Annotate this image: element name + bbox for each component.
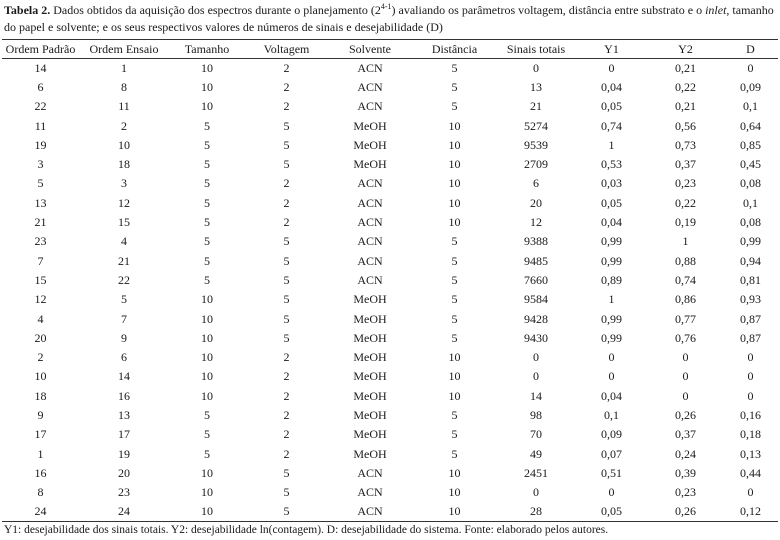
table-cell: 0 bbox=[608, 369, 615, 384]
table-cell: 10 bbox=[201, 311, 213, 326]
table-cell: 0 bbox=[533, 60, 539, 75]
table-cell: 10 bbox=[201, 79, 213, 94]
table-cell: 0 bbox=[608, 350, 615, 365]
table-cell: 0,23 bbox=[675, 485, 696, 500]
table-cell: 5 bbox=[451, 330, 458, 345]
table-cell: 0,22 bbox=[675, 195, 696, 210]
table-row bbox=[2, 444, 778, 463]
table-cell: 4 bbox=[121, 234, 127, 249]
table-cell: 0,22 bbox=[675, 79, 696, 94]
table-cell: 5 bbox=[451, 311, 458, 326]
table-row bbox=[2, 251, 778, 270]
table-cell: 5 bbox=[283, 272, 290, 287]
table-cell: 10 bbox=[201, 99, 213, 114]
table-cell: 5 bbox=[283, 234, 290, 249]
table-cell: 0 bbox=[747, 60, 754, 75]
table-cell: 0,23 bbox=[675, 176, 696, 191]
table-cell: 2 bbox=[283, 407, 290, 422]
table-cell: 0,51 bbox=[601, 465, 622, 480]
table-cell: 10 bbox=[201, 350, 213, 365]
table-cell: 7660 bbox=[524, 272, 548, 287]
table-cell: 4 bbox=[37, 311, 44, 326]
table-cell: 98 bbox=[530, 407, 542, 422]
table-cell: 0,87 bbox=[740, 330, 761, 345]
table-row bbox=[2, 483, 778, 502]
table-cell: 22 bbox=[118, 272, 130, 287]
table-cell: 0,21 bbox=[675, 99, 696, 114]
table-cell: 0,94 bbox=[740, 253, 761, 268]
table-cell: ACN bbox=[357, 60, 383, 75]
column-header: Solvente bbox=[328, 40, 412, 59]
table-cell: 0,56 bbox=[675, 118, 696, 133]
table-cell: 10 bbox=[412, 502, 497, 521]
table-cell: 10 bbox=[34, 369, 47, 384]
table-cell: MeOH bbox=[353, 311, 387, 326]
table-cell: 21 bbox=[118, 253, 130, 268]
table-cell: 16 bbox=[34, 465, 47, 480]
table-cell: 5 bbox=[283, 137, 290, 152]
table-cell: 0,19 bbox=[675, 215, 696, 230]
table-cell: 0,93 bbox=[740, 292, 761, 307]
table-cell: 0 bbox=[533, 369, 539, 384]
table-cell: 0,44 bbox=[740, 465, 761, 480]
table-cell: ACN bbox=[357, 79, 383, 94]
caption-text-middle: ) avaliando os parâmetros voltagem, distância entre substrato e o bbox=[391, 3, 706, 17]
table-cell: 3 bbox=[37, 157, 44, 172]
table-cell: 5 bbox=[283, 253, 290, 268]
table-cell: 5 bbox=[245, 502, 328, 521]
table-cell: 0,86 bbox=[675, 292, 696, 307]
table-cell: 0,18 bbox=[740, 427, 761, 442]
table-cell: 5 bbox=[283, 118, 290, 133]
table-cell: 2 bbox=[283, 79, 290, 94]
table-cell: 10 bbox=[448, 157, 461, 172]
table-row bbox=[2, 387, 778, 406]
table-cell: ACN bbox=[357, 176, 383, 191]
table-cell: 0,77 bbox=[675, 311, 696, 326]
table-row bbox=[2, 309, 778, 328]
table-cell: 5 bbox=[283, 485, 290, 500]
table-cell: 19 bbox=[34, 137, 47, 152]
table-cell: 14 bbox=[530, 388, 542, 403]
table-cell: 5 bbox=[451, 272, 458, 287]
table-cell: 15 bbox=[34, 272, 47, 287]
header-row bbox=[2, 40, 778, 59]
column-header: D bbox=[723, 40, 778, 59]
table-row bbox=[2, 406, 778, 425]
table-cell: 10 bbox=[448, 465, 461, 480]
table-cell: 0,99 bbox=[601, 234, 622, 249]
table-cell: MeOH bbox=[353, 157, 387, 172]
table-row bbox=[2, 232, 778, 251]
table-cell: 2 bbox=[283, 427, 290, 442]
table-cell: 0 bbox=[747, 485, 754, 500]
table-cell: 20 bbox=[530, 195, 542, 210]
table-cell: 0,37 bbox=[675, 427, 696, 442]
table-cell: 5 bbox=[121, 292, 127, 307]
table-cell: 9539 bbox=[524, 137, 548, 152]
table-cell: 23 bbox=[118, 485, 130, 500]
table-cell: 0,04 bbox=[601, 215, 622, 230]
table-cell: 24 bbox=[2, 502, 79, 521]
table-cell: 12 bbox=[34, 292, 47, 307]
table-cell: 2 bbox=[121, 118, 127, 133]
table-cell: 1 bbox=[682, 234, 689, 249]
table-cell: 24 bbox=[79, 502, 169, 521]
table-row bbox=[2, 213, 778, 232]
table-cell: 2 bbox=[37, 350, 44, 365]
table-cell: 0,85 bbox=[740, 137, 761, 152]
caption-exponent: 4-1 bbox=[380, 2, 392, 11]
table-cell: 0,53 bbox=[601, 157, 622, 172]
table-cell: 10 bbox=[448, 485, 461, 500]
table-cell: 15 bbox=[118, 215, 130, 230]
table-cell: 0 bbox=[608, 485, 615, 500]
table-cell: MeOH bbox=[353, 292, 387, 307]
table-row bbox=[2, 155, 778, 174]
table-cell: 0 bbox=[533, 485, 539, 500]
table-cell: 10 bbox=[201, 388, 213, 403]
table-cell: 0,76 bbox=[675, 330, 696, 345]
table-cell: 10 bbox=[448, 215, 461, 230]
table-cell: 1 bbox=[608, 137, 615, 152]
table-cell: 5 bbox=[204, 195, 210, 210]
table-cell: 0,03 bbox=[601, 176, 622, 191]
table-cell: 0,74 bbox=[601, 118, 622, 133]
table-cell: 5 bbox=[451, 427, 458, 442]
table-cell: 12 bbox=[118, 195, 130, 210]
table-cell: MeOH bbox=[353, 446, 387, 461]
table-cell: 2 bbox=[283, 446, 290, 461]
table-cell: 9584 bbox=[524, 292, 548, 307]
table-row bbox=[2, 174, 778, 193]
table-cell: ACN bbox=[357, 272, 383, 287]
table-cell: 10 bbox=[448, 118, 461, 133]
column-header: Y2 bbox=[648, 40, 723, 59]
table-cell: 10 bbox=[201, 485, 213, 500]
table-row bbox=[2, 502, 778, 521]
table-cell: ACN bbox=[357, 465, 383, 480]
table-cell: 0,26 bbox=[675, 407, 696, 422]
table-cell: 5 bbox=[451, 253, 458, 268]
table-row bbox=[2, 97, 778, 116]
table-cell: 12 bbox=[530, 215, 542, 230]
table-cell: 5 bbox=[451, 79, 458, 94]
table-cell: 49 bbox=[530, 446, 542, 461]
table-footnote: Y1: desejabilidade dos sinais totais. Y2: desejabilidade ln(contagem). D: desejabilidade do sistema. Fonte: elaborado pelos autores. bbox=[4, 524, 609, 536]
data-table bbox=[2, 39, 778, 522]
table-cell: 0,64 bbox=[740, 118, 761, 133]
table-cell: 0,39 bbox=[675, 465, 696, 480]
table-cell: 21 bbox=[530, 99, 542, 114]
table-cell: 0,45 bbox=[740, 157, 761, 172]
table-cell: 0,37 bbox=[675, 157, 696, 172]
table-cell: 10 bbox=[201, 330, 213, 345]
table-cell: 0,87 bbox=[740, 311, 761, 326]
table-cell: 18 bbox=[118, 157, 130, 172]
table-cell: MeOH bbox=[353, 118, 387, 133]
table-cell: 0,09 bbox=[601, 427, 622, 442]
table-cell: 0,1 bbox=[743, 99, 758, 114]
table-cell: 5 bbox=[204, 157, 210, 172]
table-cell: 13 bbox=[34, 195, 47, 210]
table-row bbox=[2, 329, 778, 348]
table-cell: 19 bbox=[118, 446, 130, 461]
table-cell: 0,1 bbox=[743, 195, 758, 210]
table-cell: 0,99 bbox=[601, 253, 622, 268]
table-cell: 0,81 bbox=[740, 272, 761, 287]
table-cell: 5 bbox=[37, 176, 44, 191]
table-cell: 0 bbox=[682, 388, 689, 403]
table-row bbox=[2, 367, 778, 386]
table-cell: 5 bbox=[283, 311, 290, 326]
table-cell: 6 bbox=[121, 350, 127, 365]
table-cell: MeOH bbox=[353, 388, 387, 403]
table-cell: 0 bbox=[682, 350, 689, 365]
table-cell: 5 bbox=[204, 118, 210, 133]
table-cell: 0,05 bbox=[601, 99, 622, 114]
table-cell: 11 bbox=[34, 118, 47, 133]
table-cell: MeOH bbox=[353, 369, 387, 384]
table-cell: 0,08 bbox=[740, 215, 761, 230]
table-cell: 5 bbox=[451, 407, 458, 422]
table-cell: 0,12 bbox=[723, 502, 778, 521]
caption-text-after: , tamanho do papel e solvente; e os seus respectivos valores de números de sinais e desejabilidade (D) bbox=[4, 3, 774, 34]
table-cell: 0,24 bbox=[675, 446, 696, 461]
column-header: Ordem Ensaio bbox=[79, 40, 169, 59]
table-cell: 1 bbox=[37, 446, 44, 461]
table-cell: 5 bbox=[283, 465, 290, 480]
table-cell: 5 bbox=[283, 292, 290, 307]
table-cell: ACN bbox=[328, 502, 412, 521]
table-cell: 5 bbox=[451, 234, 458, 249]
table-cell: 5 bbox=[204, 176, 210, 191]
table-cell: 28 bbox=[497, 502, 575, 521]
table-cell: 5 bbox=[451, 292, 458, 307]
table-cell: ACN bbox=[357, 234, 383, 249]
table-cell: 6 bbox=[533, 176, 539, 191]
table-cell: 0 bbox=[682, 369, 689, 384]
table-row bbox=[2, 59, 778, 78]
table-cell: 5 bbox=[204, 215, 210, 230]
table-cell: 13 bbox=[530, 79, 542, 94]
table-cell: 0,26 bbox=[648, 502, 723, 521]
table-cell: 21 bbox=[34, 215, 47, 230]
table-cell: MeOH bbox=[353, 427, 387, 442]
table-row bbox=[2, 348, 778, 367]
table-cell: 5 bbox=[204, 253, 210, 268]
table-cell: 5 bbox=[204, 446, 210, 461]
table-cell: 1 bbox=[121, 60, 127, 75]
table-cell: 2 bbox=[283, 195, 290, 210]
table-cell: 2451 bbox=[524, 465, 548, 480]
table-cell: 9 bbox=[121, 330, 127, 345]
table-cell: 7 bbox=[121, 311, 127, 326]
table-cell: 0,16 bbox=[740, 407, 761, 422]
table-cell: 2 bbox=[283, 176, 290, 191]
table-cell: 0 bbox=[747, 350, 754, 365]
table-cell: 0,99 bbox=[740, 234, 761, 249]
table-cell: 10 bbox=[448, 195, 461, 210]
column-header: Distância bbox=[412, 40, 497, 59]
table-cell: MeOH bbox=[353, 350, 387, 365]
table-row bbox=[2, 78, 778, 97]
table-cell: ACN bbox=[357, 215, 383, 230]
table-row bbox=[2, 290, 778, 309]
table-cell: 0,21 bbox=[675, 60, 696, 75]
table-cell: 10 bbox=[448, 176, 461, 191]
table-cell: 0,1 bbox=[604, 407, 619, 422]
table-cell: 10 bbox=[201, 60, 213, 75]
table-caption bbox=[4, 2, 776, 35]
table-cell: ACN bbox=[357, 195, 383, 210]
table-cell: 5 bbox=[283, 157, 290, 172]
table-cell: 0,08 bbox=[740, 176, 761, 191]
table-cell: 2 bbox=[283, 369, 290, 384]
table-cell: 5 bbox=[204, 234, 210, 249]
table-row bbox=[2, 464, 778, 483]
table-cell: 11 bbox=[118, 99, 130, 114]
table-cell: 22 bbox=[34, 99, 47, 114]
table-cell: 0,74 bbox=[675, 272, 696, 287]
table-cell: 10 bbox=[201, 292, 213, 307]
column-header: Voltagem bbox=[245, 40, 328, 59]
table-cell: 10 bbox=[201, 465, 213, 480]
table-cell: 17 bbox=[34, 427, 47, 442]
table-cell: 0,88 bbox=[675, 253, 696, 268]
table-cell: 9388 bbox=[524, 234, 548, 249]
table-cell: 9 bbox=[37, 407, 44, 422]
table-cell: 10 bbox=[448, 137, 461, 152]
table-cell: 5 bbox=[204, 272, 210, 287]
table-cell: MeOH bbox=[353, 330, 387, 345]
table-cell: 9485 bbox=[524, 253, 548, 268]
table-cell: ACN bbox=[357, 485, 383, 500]
column-header: Tamanho bbox=[169, 40, 245, 59]
caption-label: Tabela 2. bbox=[4, 3, 51, 17]
table-cell: 0,04 bbox=[601, 79, 622, 94]
table-cell: 10 bbox=[169, 502, 245, 521]
table-row bbox=[2, 136, 778, 155]
table-cell: 6 bbox=[37, 79, 44, 94]
table-row bbox=[2, 194, 778, 213]
table-cell: 0,89 bbox=[601, 272, 622, 287]
table-cell: 0,73 bbox=[675, 137, 696, 152]
table-cell: 0 bbox=[533, 350, 539, 365]
table-row bbox=[2, 271, 778, 290]
caption-italic: inlet bbox=[705, 3, 727, 17]
table-cell: 5 bbox=[451, 60, 458, 75]
table-cell: 5 bbox=[204, 137, 210, 152]
table-cell: 0 bbox=[747, 388, 754, 403]
table-cell: 10 bbox=[201, 369, 213, 384]
table-cell: 5 bbox=[451, 446, 458, 461]
table-cell: 2709 bbox=[524, 157, 548, 172]
table-cell: 2 bbox=[283, 60, 290, 75]
table-cell: 17 bbox=[118, 427, 130, 442]
table-cell: 2 bbox=[283, 215, 290, 230]
table-cell: 5 bbox=[283, 330, 290, 345]
table-cell: 8 bbox=[121, 79, 127, 94]
column-header: Ordem Padrão bbox=[2, 40, 79, 59]
table-cell: 7 bbox=[37, 253, 44, 268]
table-cell: 20 bbox=[34, 330, 47, 345]
column-header: Y1 bbox=[575, 40, 648, 59]
table-cell: 9430 bbox=[524, 330, 548, 345]
table-cell: 3 bbox=[121, 176, 127, 191]
table-cell: 70 bbox=[530, 427, 542, 442]
table-cell: 10 bbox=[448, 388, 461, 403]
table-cell: 0,99 bbox=[601, 311, 622, 326]
table-cell: 20 bbox=[118, 465, 130, 480]
column-header: Sinais totais bbox=[497, 40, 575, 59]
table-cell: 18 bbox=[34, 388, 47, 403]
table-cell: 5 bbox=[451, 99, 458, 114]
table-cell: 0,04 bbox=[601, 388, 622, 403]
table-cell: 16 bbox=[118, 388, 130, 403]
table-cell: 0,99 bbox=[601, 330, 622, 345]
table-cell: 2 bbox=[283, 99, 290, 114]
table-cell: 0,07 bbox=[601, 446, 622, 461]
table-cell: 0,13 bbox=[740, 446, 761, 461]
table-cell: 14 bbox=[34, 60, 47, 75]
table-cell: 5 bbox=[204, 427, 210, 442]
table-cell: MeOH bbox=[353, 137, 387, 152]
table-cell: MeOH bbox=[353, 407, 387, 422]
table-cell: ACN bbox=[357, 253, 383, 268]
table-cell: 10 bbox=[448, 369, 461, 384]
table-cell: ACN bbox=[357, 99, 383, 114]
table-cell: 23 bbox=[34, 234, 47, 249]
table-cell: 5 bbox=[204, 407, 210, 422]
table-row bbox=[2, 425, 778, 444]
table-cell: 2 bbox=[283, 388, 290, 403]
table-cell: 1 bbox=[608, 292, 615, 307]
table-cell: 2 bbox=[283, 350, 290, 365]
table-cell: 10 bbox=[448, 350, 461, 365]
table-cell: 10 bbox=[118, 137, 130, 152]
table-cell: 14 bbox=[118, 369, 130, 384]
table-cell: 13 bbox=[118, 407, 130, 422]
table-cell: 0 bbox=[608, 60, 615, 75]
table-row bbox=[2, 116, 778, 135]
table-cell: 0,05 bbox=[575, 502, 648, 521]
table-cell: 0,05 bbox=[601, 195, 622, 210]
table-cell: 0 bbox=[747, 369, 754, 384]
table-cell: 0,09 bbox=[740, 79, 761, 94]
table-cell: 5274 bbox=[524, 118, 548, 133]
table-cell: 8 bbox=[37, 485, 44, 500]
table-body bbox=[2, 59, 778, 522]
caption-text-before: Dados obtidos da aquisição dos espectros durante o planejamento (2 bbox=[50, 3, 381, 17]
table-cell: 9428 bbox=[524, 311, 548, 326]
